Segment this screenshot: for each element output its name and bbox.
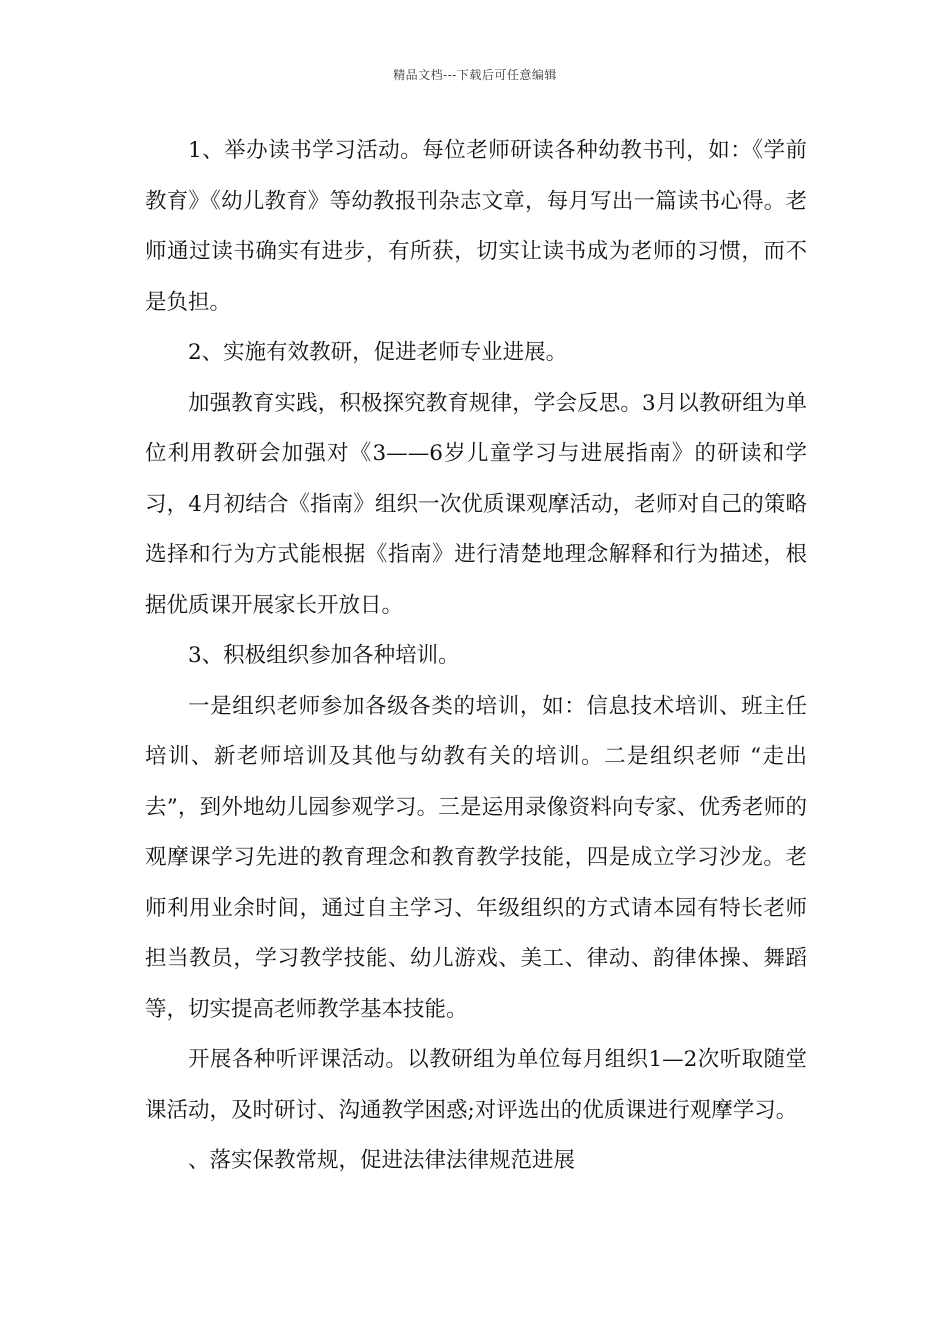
paragraph-reading-activity: 1、举办读书学习活动。每位老师研读各种幼教书刊，如：《学前教育》《幼儿教育》等幼教报刊杂志文章，每月写出一篇读书心得。老师通过读书确实有进步，有所获，切实让读书成为老师的习惯，而不是负担。 [145,138,807,315]
document-body [145,126,807,1187]
paragraph-training-details: 一是组织老师参加各级各类的培训，如：信息技术培训、班主任培训、新老师培训及其他与幼教有关的培训。二是组织老师 “走出去”，到外地幼儿园参观学习。三是运用录像资料向专家、优秀老师的观摩课学习先进的教育理念和教育教学技能，四是成立学习沙龙。老师利用业余时间，通过自主学习、年级组织的方式请本园有特长老师担当教员，学习教学技能、幼儿游戏、美工、律动、韵律体操、舞蹈等，切实提高老师教学基本技能。 [145,693,807,1022]
document-header: 精品文档---下载后可任意编辑 [393,68,557,82]
paragraph-teaching-practice: 加强教育实践，积极探究教育规律，学会反思。3月以教研组为单位利用教研会加强对《3——6岁儿童学习与进展指南》的研读和学习，4月初结合《指南》组织一次优质课观摩活动，老师对自己的策略选择和行为方式能根据《指南》进行清楚地理念解释和行为描述，根据优质课开展家长开放日。 [145,390,807,618]
paragraph-care-routine-heading: 、落实保教常规，促进法律法律规范进展 [188,1148,576,1173]
paragraph-teaching-research-heading: 2、实施有效教研，促进老师专业进展。 [188,340,568,365]
paragraph-training-heading: 3、积极组织参加各种培训。 [188,643,460,668]
paragraph-lesson-observation: 开展各种听评课活动。以教研组为单位每月组织1—2次听取随堂课活动，及时研讨、沟通教学困惑;对评选出的优质课进行观摩学习。 [145,1047,807,1123]
